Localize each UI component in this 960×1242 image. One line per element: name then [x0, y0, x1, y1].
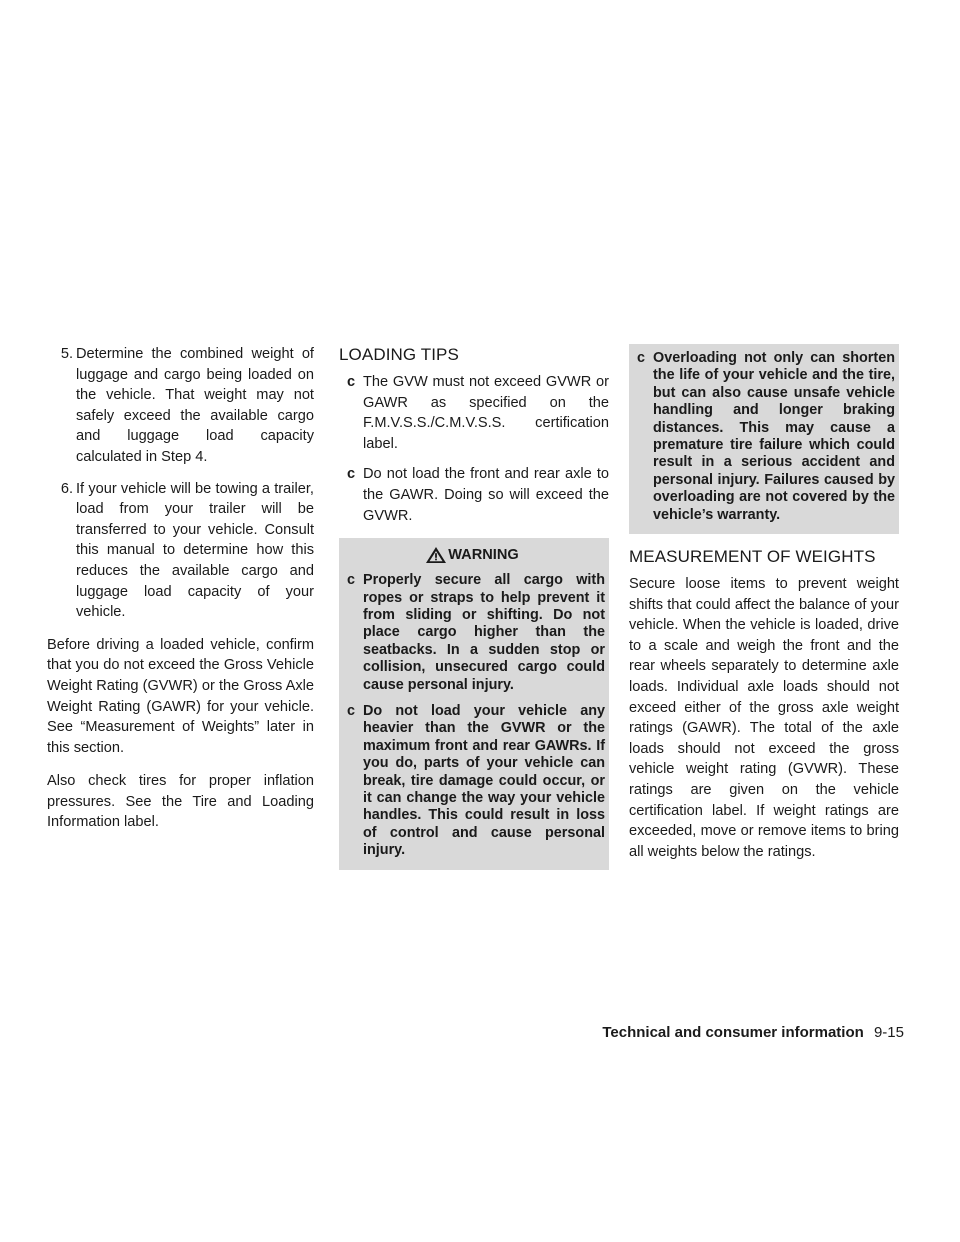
page-number: 9-15 — [873, 1024, 904, 1041]
step-text: Determine the combined weight of luggage and cargo being loaded on the vehicle. That weight may not safely exceed the available cargo and luggage load capacity calculated in Step 4. — [76, 346, 314, 465]
step-number: 5. — [60, 346, 73, 362]
warning-box-continued — [629, 344, 899, 534]
warning-title: WARNING — [448, 547, 519, 564]
list-item — [629, 350, 895, 524]
bullet-icon: c — [346, 703, 355, 719]
step-number: 6. — [60, 480, 73, 497]
warning-text: Overloading not only can shorten the life of your vehicle and the tire, but can also cause unsafe vehicle handling and longer braking distances. This may cause a premature tire failure which could result in a serious accident and personal injury. Failures caused by overloading are not covered by the vehicle’s warranty. — [653, 350, 895, 523]
warning-list — [629, 350, 895, 524]
bullet-icon: c — [636, 350, 645, 366]
bullet-icon: c — [346, 374, 356, 390]
warning-header — [339, 546, 605, 564]
column-right — [629, 344, 899, 875]
warning-text: Do not load your vehicle any heavier than the GVWR or the maximum front and rear GAWRs. If you do, parts of your vehicle can break, tire damage could occur, or it can change the way your vehicle handles. This could result in loss of control and cause personal injury. — [363, 703, 605, 859]
list-item — [339, 464, 609, 526]
heading-loading-tips: LOADING TIPS — [339, 345, 459, 364]
step-text: If your vehicle will be towing a trailer, load from your trailer will be transferred to your vehicle. Consult this manual to determine how this reduces the available cargo and luggage load capacity of your vehicle. — [76, 480, 314, 621]
page-footer — [602, 1024, 904, 1041]
column-middle — [339, 344, 609, 876]
loading-tips-list — [339, 372, 609, 526]
paragraph-tire-inflation: Also check tires for proper inflation pressures. See the Tire and Loading Information label. — [47, 773, 314, 831]
paragraph-measurement: Secure loose items to prevent weight shifts that could affect the balance of your vehicle. When the vehicle is loaded, drive to a scale and weigh the front and the rear wheels separately to determine axle loads. Individual axle loads should not exceed either of the gross axle weight ratings (GAWR). The total of the axle loads should not exceed the gross vehicle weight rating (GVWR). These ratings are given on the vehicle certification label. If weight ratings are exceeded, move or remove items to bring all weights below the ratings. — [629, 576, 899, 860]
warning-text: Properly secure all cargo with ropes or straps to help prevent it from sliding or shifting. Do not place cargo higher than the seatbacks. In a sudden stop or collision, unsecured cargo could cause personal injury. — [363, 572, 605, 693]
column-left — [47, 344, 314, 846]
footer-section-title: Technical and consumer information — [602, 1024, 864, 1041]
warning-list — [339, 572, 605, 860]
list-item — [339, 572, 605, 694]
tip-text: Do not load the front and rear axle to the GAWR. Doing so will exceed the GVWR. — [363, 466, 609, 524]
step-item — [47, 479, 314, 623]
list-item — [339, 703, 605, 860]
tip-text: The GVW must not exceed GVWR or GAWR as specified on the F.M.V.S.S./C.M.V.S.S. certification label. — [363, 374, 609, 452]
warning-box — [339, 538, 609, 870]
list-item — [339, 372, 609, 454]
step-item — [47, 344, 314, 468]
steps-list — [47, 344, 314, 623]
paragraph-before-driving: Before driving a loaded vehicle, confirm that you do not exceed the Gross Vehicle Weight Rating (GVWR) or the Gross Axle Weight Rating (GAWR) for your vehicle. See “Measurement of Weights” later in this section. — [47, 636, 314, 756]
heading-measurement-of-weights: MEASUREMENT OF WEIGHTS — [629, 547, 876, 567]
bullet-icon: c — [346, 466, 356, 483]
warning-triangle-icon — [425, 546, 447, 564]
bullet-icon: c — [346, 572, 355, 589]
